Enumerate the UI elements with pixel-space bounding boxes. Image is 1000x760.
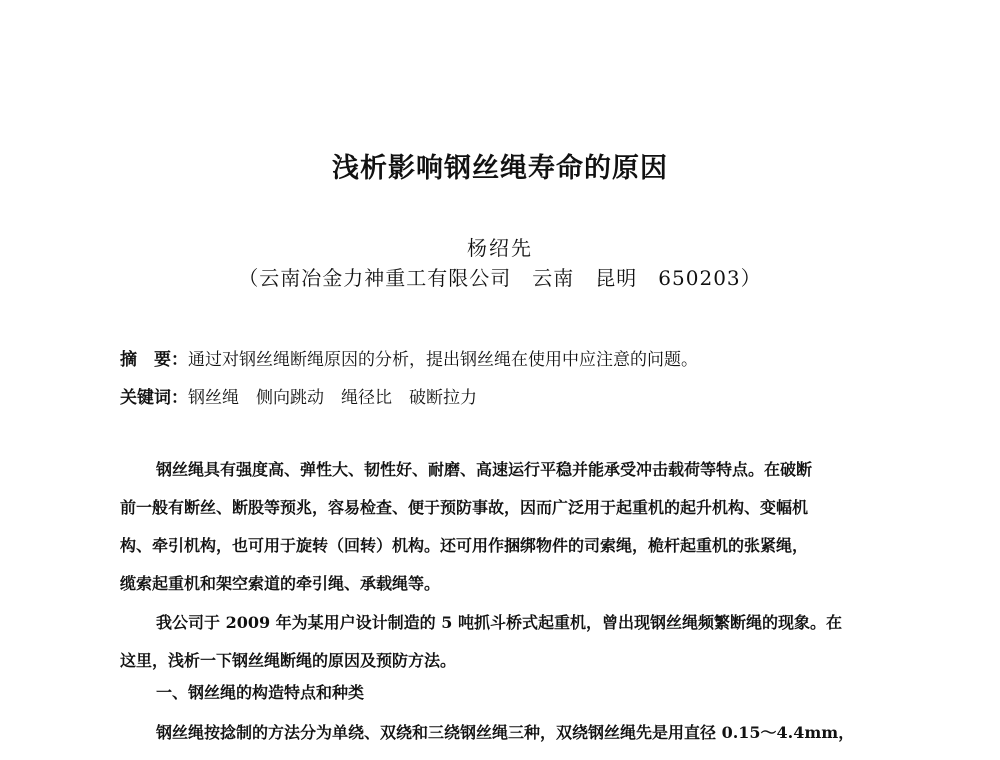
paragraph-line: 前一般有断丝、断股等预兆，容易检查、便于预防事故，因而广泛用于起重机的起升机构、变幅机 [120,498,809,517]
paragraph-line: 这里，浅析一下钢丝绳断绳的原因及预防方法。 [120,651,457,670]
abstract-label: 摘 要： [120,350,188,370]
keywords-text: 钢丝绳 侧向跳动 绳径比 破断拉力 [188,388,477,408]
paragraph-structure [120,714,886,752]
paragraph-line: 构、牵引机构，也可用于旋转（回转）机构。还可用作捆绑物件的司索绳，桅杆起重机的张紧绳， [120,536,809,555]
section-heading: 一、钢丝绳的构造特点和种类 [156,683,365,702]
paragraph-line: 钢丝绳具有强度高、弹性大、韧性好、耐磨、高速运行平稳并能承受冲击载荷等特点。在破断 [156,460,813,479]
paragraph-line: 钢丝绳按捻制的方法分为单绕、双绕和三绕钢丝绳三种，双绕钢丝绳先是用直径 0.15～4.4mm， [156,723,855,742]
abstract [120,345,698,370]
keywords-label: 关键词： [120,388,188,408]
author-affiliation: （云南冶金力神重工有限公司 云南 昆明 650203） [238,266,762,290]
paragraph-background [120,604,886,680]
paragraph-line: 缆索起重机和架空索道的牵引绳、承载绳等。 [120,574,441,593]
paper-title: 浅析影响钢丝绳寿命的原因 [332,153,668,184]
author-name: 杨绍先 [467,236,533,260]
paragraph-line: 我公司于 2009 年为某用户设计制造的 5 吨抓斗桥式起重机，曾出现钢丝绳频繁断绳的现象。在 [156,613,842,632]
abstract-text: 通过对钢丝绳断绳原因的分析，提出钢丝绳在使用中应注意的问题。 [188,350,698,370]
paragraph-intro [120,451,886,603]
keywords [120,383,477,408]
